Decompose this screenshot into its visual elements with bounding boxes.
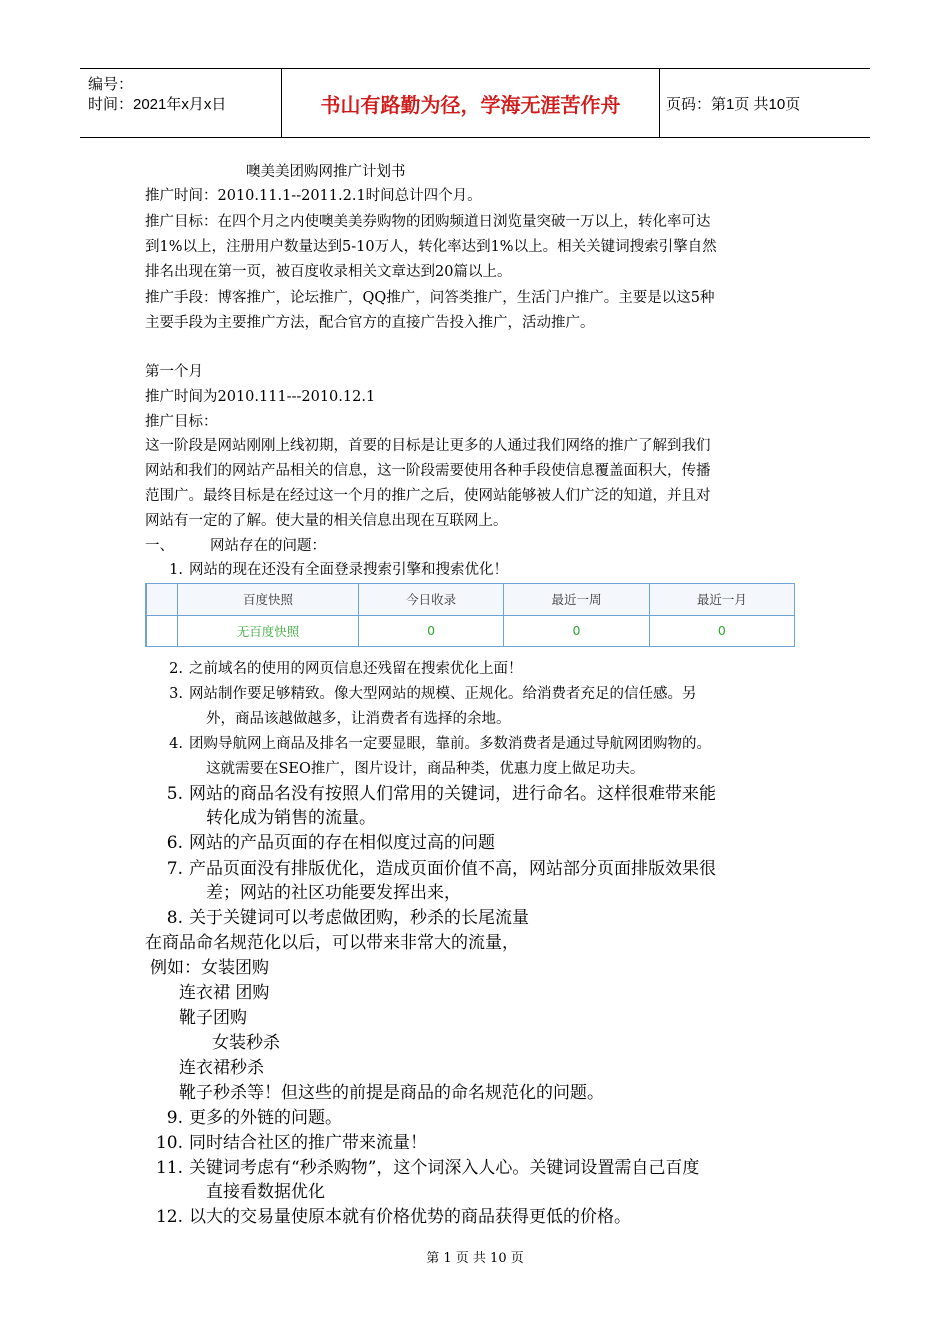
example-line: 女装秒杀 — [212, 1033, 280, 1053]
list-item — [155, 734, 711, 754]
doc-title: 噢美美团购网推广计划书 — [246, 164, 406, 180]
list-number: 9. — [166, 1108, 183, 1128]
list-item — [155, 782, 716, 806]
list-item — [155, 857, 716, 881]
list-text: 团购导航网上商品及排名一定要显眼，靠前。多数消费者是通过导航网团购物的。 — [189, 736, 711, 752]
example-line: 靴子团购 — [179, 1008, 247, 1028]
header-meta — [80, 69, 281, 137]
promo-goal-line-2: 到1%以上，注册用户数量达到5-10万人，转化率达到1%以上。相关关键词搜索引擎自然 — [145, 239, 717, 255]
table-header-cell: 最近一月 — [649, 584, 794, 616]
table-cell: 无百度快照 — [178, 615, 359, 647]
example-line: 例如：女装团购 — [150, 958, 269, 978]
section-number: 一、 — [145, 538, 174, 554]
list-number: 7. — [166, 859, 183, 879]
list-number: 5. — [166, 784, 183, 804]
after-item8-text: 在商品命名规范化以后，可以带来非常大的流量， — [145, 933, 519, 953]
page-header — [80, 68, 870, 138]
promo-means-line-2: 主要手段为主要推广方法，配合官方的直接广告投入推广，活动推广。 — [145, 315, 595, 331]
list-number: 2. — [169, 661, 183, 677]
month-time: 推广时间为2010.111---2010.12.1 — [145, 389, 376, 405]
promo-goal-line-1: 推广目标：在四个月之内使噢美美券购物的团购频道日浏览量突破一万以上，转化率可达 — [145, 214, 711, 230]
header-motto: 书山有路勤为径，学海无涯苦作舟 — [281, 69, 660, 137]
list-number: 12. — [155, 1207, 183, 1227]
month-para-line-2: 网站和我们的网站产品相关的信息，这一阶段需要使用各种手段使信息覆盖面积大，传播 — [145, 463, 711, 479]
list-text-continued: 直接看数据优化 — [206, 1182, 325, 1202]
list-text: 之前域名的使用的网页信息还残留在搜索优化上面！ — [189, 661, 523, 677]
list-item — [155, 659, 523, 679]
list-text: 网站的商品名没有按照人们常用的关键词，进行命名。这样很难带来能 — [189, 784, 716, 804]
page-footer: 第 1 页 共 10 页 — [426, 1251, 524, 1266]
promo-means-line-1: 推广手段：博客推广，论坛推广，QQ推广，问答类推广，生活门户推广。主要是以这5种 — [145, 290, 715, 306]
list-text: 网站的现在还没有全面登录搜索引擎和搜索优化！ — [189, 562, 508, 578]
list-text: 网站的产品页面的存在相似度过高的问题 — [189, 833, 495, 853]
list-item — [155, 1205, 631, 1229]
table-header-cell: 百度快照 — [178, 584, 359, 616]
list-item — [155, 1106, 342, 1130]
list-item — [155, 560, 508, 580]
month-title: 第一个月 — [145, 364, 203, 380]
month-para-line-3: 范围广。最终目标是在经过这一个月的推广之后，使网站能够被人们广泛的知道，并且对 — [145, 488, 711, 504]
list-number: 1. — [169, 562, 183, 578]
list-item — [155, 906, 529, 930]
table-header-cell: 今日收录 — [358, 584, 503, 616]
month-goal-label: 推广目标： — [145, 414, 218, 430]
list-text-continued: 转化成为销售的流量。 — [206, 808, 376, 828]
table-row — [146, 615, 795, 647]
example-line: 连衣裙 团购 — [179, 983, 270, 1003]
month-para-line-1: 这一阶段是网站刚刚上线初期，首要的目标是让更多的人通过我们网络的推广了解到我们 — [145, 438, 711, 454]
table-cell: 0 — [358, 615, 503, 647]
number-label: 编号： — [88, 76, 134, 93]
table-header-cell: 最近一周 — [504, 584, 649, 616]
list-text: 网站制作要足够精致。像大型网站的规模、正规化。给消费者充足的信任感。另 — [189, 686, 697, 702]
month-para-line-4: 网站有一定的了解。使大量的相关信息出现在互联网上。 — [145, 513, 508, 529]
list-text: 关键词考虑有“秒杀购物”，这个词深入人心。关键词设置需自己百度 — [189, 1158, 700, 1178]
table-cell — [146, 584, 178, 616]
list-number: 4. — [169, 736, 183, 752]
table-cell — [146, 615, 178, 647]
list-text: 更多的外链的问题。 — [189, 1108, 342, 1128]
list-number: 3. — [169, 686, 183, 702]
list-text-continued: 差；网站的社区功能要发挥出来， — [206, 883, 461, 903]
list-number: 10. — [155, 1133, 183, 1153]
promo-goal-line-3: 排名出现在第一页，被百度收录相关文章达到20篇以上。 — [145, 264, 512, 280]
list-text: 同时结合社区的推广带来流量！ — [189, 1133, 427, 1153]
list-number: 6. — [166, 833, 183, 853]
list-text-continued: 外，商品该越做越多，让消费者有选择的余地。 — [206, 711, 511, 727]
list-text: 产品页面没有排版优化，造成页面价值不高，网站部分页面排版效果很 — [189, 859, 716, 879]
baidu-snapshot-table — [145, 583, 795, 647]
table-cell: 0 — [649, 615, 794, 647]
list-item — [155, 1131, 427, 1155]
example-line: 靴子秒杀等！但这些的前提是商品的命名规范化的问题。 — [179, 1083, 604, 1103]
table-cell: 0 — [504, 615, 649, 647]
list-item — [155, 1156, 699, 1180]
section-title: 网站存在的问题： — [210, 538, 326, 554]
list-text: 以大的交易量使原本就有价格优势的商品获得更低的价格。 — [189, 1207, 631, 1227]
list-text-continued: 这就需要在SEO推广，图片设计，商品种类，优惠力度上做足功夫。 — [206, 761, 645, 777]
list-item — [155, 831, 495, 855]
list-number: 11. — [155, 1158, 183, 1178]
promo-time: 推广时间：2010.11.1--2011.2.1时间总计四个月。 — [145, 188, 482, 204]
list-number: 8. — [166, 908, 183, 928]
list-item — [155, 684, 697, 704]
header-page-info: 页码：第1页 共10页 — [666, 95, 801, 113]
section-heading — [145, 536, 326, 556]
list-text: 关于关键词可以考虑做团购，秒杀的长尾流量 — [189, 908, 529, 928]
time-label: 时间：2021年x月x日 — [88, 96, 227, 113]
example-line: 连衣裙秒杀 — [179, 1058, 264, 1078]
table-header-row — [146, 584, 795, 616]
